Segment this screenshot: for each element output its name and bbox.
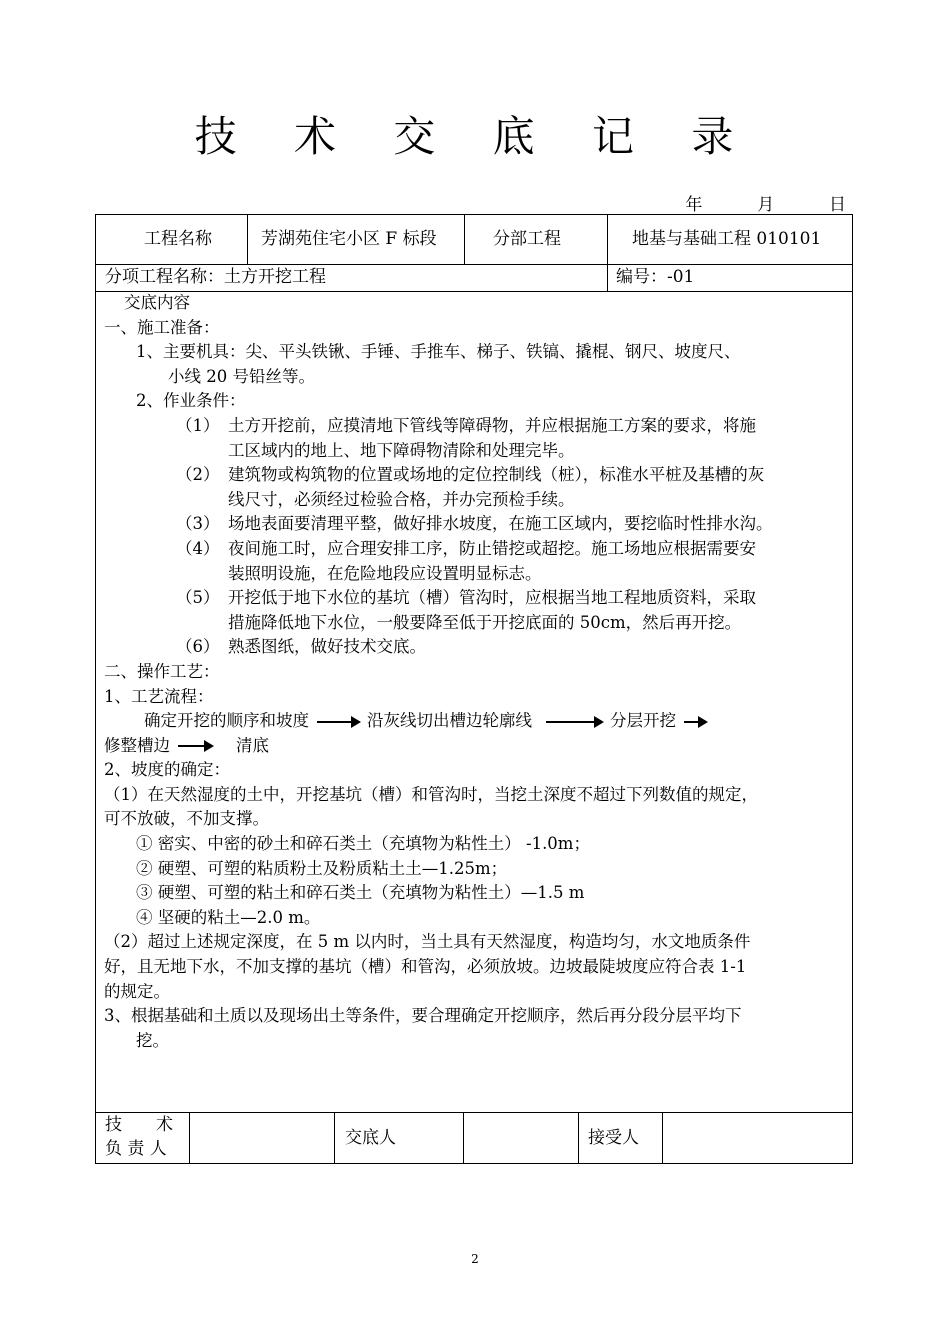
condition-number: （1）	[176, 415, 220, 435]
condition-6	[104, 635, 846, 660]
col-divider	[334, 1112, 335, 1163]
condition-text: 场地表面要清理平整，做好排水坡度，在施工区域内，要挖临时性排水沟。	[228, 514, 773, 534]
division-value: 地基与基础工程 010101	[632, 229, 822, 249]
tools-line-1: 1、主要机具：尖、平头铁锹、手锤、手推车、梯子、铁镐、撬棍、钢尺、坡度尺、	[136, 342, 741, 362]
flow-step: 确定开挖的顺序和坡度	[144, 711, 309, 731]
condition-text: 夜间施工时，应合理安排工序，防止错挖或超挖。施工场地应根据需要安	[228, 538, 756, 558]
condition-5	[104, 586, 846, 611]
slope-para-2-line-1: （2）超过上述规定深度，在 5 m 以内时，当土具有天然湿度，构造均匀，水文地质条件	[104, 932, 751, 952]
arrow-right-icon	[546, 721, 602, 723]
tech-lead-label	[105, 1113, 173, 1161]
col-divider	[607, 215, 608, 291]
condition-4-cont: 装照明设施，在危险地段应设置明显标志。	[228, 563, 542, 583]
project-name-value: 芳湖苑住宅小区 F 标段	[261, 229, 437, 249]
process-flow-line-2	[104, 734, 846, 759]
tech-lead-label-line1: 技 术	[105, 1115, 173, 1135]
tech-lead-label-line2: 负 责 人	[105, 1139, 167, 1159]
document-title: 技 术 交 底 记 录	[194, 112, 756, 161]
date-line	[685, 190, 846, 215]
flow-step: 分层开挖	[610, 711, 676, 731]
depth-item-2: ② 硬塑、可塑的粘质粉土及粉质粘土土—1.25m；	[136, 858, 508, 878]
col-divider	[463, 1112, 464, 1163]
condition-5-cont: 措施降低地下水位，一般要降至低于开挖底面的 50cm，然后再开挖。	[228, 612, 742, 632]
condition-number: （4）	[176, 538, 220, 558]
section-3-line-1: 3、根据基础和土质以及现场出土等条件，要合理确定开挖顺序，然后再分段分层平均下	[104, 1006, 742, 1026]
col-divider	[578, 1112, 579, 1163]
section-3-line-2: 挖。	[136, 1030, 169, 1050]
section-2-heading: 二、操作工艺：	[104, 661, 220, 681]
depth-item-4: ④ 坚硬的粘土—2.0 m。	[136, 907, 321, 927]
division-label: 分部工程	[493, 229, 561, 249]
handover-content	[104, 291, 846, 1053]
condition-text: 熟悉图纸，做好技术交底。	[228, 637, 426, 657]
date-month: 月	[757, 195, 775, 215]
tools-line-2: 小线 20 号铅丝等。	[168, 366, 315, 386]
slope-para-2-line-2: 好，且无地下水，不加支撑的基坑（槽）和管沟，必须放坡。边坡最陡坡度应符合表 1-1	[104, 957, 747, 977]
flow-step: 清底	[236, 735, 269, 755]
date-year: 年	[685, 195, 703, 215]
col-divider	[247, 215, 248, 264]
handover-label: 交底人	[345, 1128, 396, 1148]
arrow-right-icon	[178, 745, 212, 747]
condition-number: （2）	[176, 465, 220, 485]
col-divider	[464, 215, 465, 264]
arrow-right-icon	[317, 721, 359, 723]
subitem-name: 分项工程名称：土方开挖工程	[105, 267, 326, 287]
date-day: 日	[829, 195, 846, 215]
condition-text: 土方开挖前，应摸清地下管线等障碍物，并应根据施工方案的要求，将施	[228, 415, 756, 435]
flow-step: 沿灰线切出槽边轮廓线	[367, 711, 532, 731]
project-name-label: 工程名称	[144, 229, 212, 249]
slope-para-1-line-1: （1）在天然湿度的土中，开挖基坑（槽）和管沟时，当挖土深度不超过下列数值的规定，	[104, 784, 758, 804]
conditions-heading: 2、作业条件：	[136, 391, 246, 411]
slope-heading: 2、坡度的确定：	[104, 760, 230, 780]
depth-item-1: ① 密实、中密的砂土和碎石类土（充填物为粘性土） -1.0m；	[136, 834, 590, 854]
record-number: 编号：-01	[616, 267, 695, 287]
process-flow-heading: 1、工艺流程：	[104, 686, 214, 706]
condition-3	[104, 512, 846, 537]
condition-number: （3）	[176, 514, 220, 534]
condition-text: 建筑物或构筑物的位置或场地的定位控制线（桩），标准水平桩及基槽的灰	[228, 465, 765, 485]
condition-number: （6）	[176, 637, 220, 657]
slope-para-1-line-2: 可不放破，不加支撑。	[104, 809, 269, 829]
condition-2-cont: 线尺寸，必须经过检验合格，并办完预检手续。	[228, 489, 575, 509]
condition-number: （5）	[176, 588, 220, 608]
content-heading: 交底内容	[124, 293, 190, 312]
condition-2	[104, 463, 846, 488]
col-divider	[662, 1112, 663, 1163]
condition-4	[104, 537, 846, 562]
slope-para-2-line-3: 的规定。	[104, 981, 170, 1001]
receiver-label: 接受人	[588, 1128, 639, 1148]
row-divider	[96, 1112, 852, 1113]
condition-1	[104, 414, 846, 439]
arrow-right-icon	[684, 721, 706, 723]
depth-item-3: ③ 硬塑、可塑的粘土和碎石类土（充填物为粘性土）—1.5 m	[136, 883, 585, 903]
section-1-heading: 一、施工准备：	[104, 317, 220, 337]
condition-1-cont: 工区域内的地上、地下障碍物清除和处理完毕。	[228, 440, 575, 460]
flow-step: 修整槽边	[104, 735, 170, 755]
page-number: 2	[471, 1252, 479, 1266]
col-divider	[189, 1112, 190, 1163]
process-flow-line-1	[104, 709, 846, 734]
condition-text: 开挖低于地下水位的基坑（槽）管沟时，应根据当地工程地质资料，采取	[228, 588, 756, 608]
